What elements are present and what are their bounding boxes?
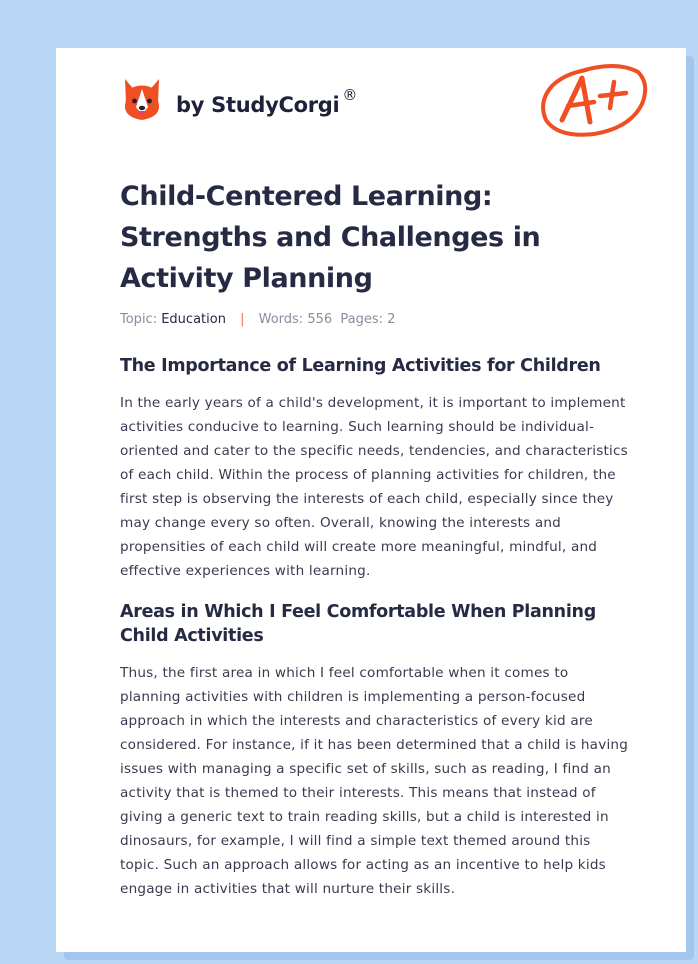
section-paragraph: Thus, the first area in which I feel comfortable when it comes to planning activities with children is implementing a person-focused approach in which the interests and characteristics of every kid are considered. For instance, if it has been determined that a child is having issues with managing a specific set of skills, such as reading, I find an activity that is themed to their interests. This means that instead of giving a generic text to train reading skills, but a child is interested in dinosaurs, for example, I will find a simple text themed around this topic. Such an approach allows for acting as an incentive to help kids engage in activities that will nurture their skills. [120, 665, 629, 897]
page-title: Child-Centered Learning: Strengths and Challenges in Activity Planning [120, 181, 541, 294]
section-heading: Areas in Which I Feel Comfortable When Planning Child Activities [120, 602, 596, 646]
document-page [56, 48, 686, 952]
studycorgi-logo[interactable] [122, 76, 357, 124]
article-meta [120, 312, 395, 327]
topic-link[interactable]: Education [161, 312, 226, 327]
page-count: Pages: 2 [340, 312, 396, 327]
section-paragraph: In the early years of a child's development, it is important to implement activities conducive to learning. Such learning should be individual-oriented and cater to the specific needs, tendencies, and characteristics of each child. Within the process of planning activities for children, the first step is observing the interests of each child, especially since they may change every so often. Overall, knowing the interests and propensities of each child will create more meaningful, mindful, and effective experiences with learning. [120, 395, 628, 579]
a-plus-grade-icon [538, 58, 650, 140]
brand-name [176, 86, 358, 117]
corgi-icon [122, 77, 162, 123]
brand-name-text: by StudyCorgi [176, 93, 340, 117]
meta-separator: | [240, 312, 245, 327]
word-count: Words: 556 [258, 312, 333, 327]
registered-mark: ® [342, 86, 358, 104]
topic-label: Topic: [120, 312, 158, 327]
section-heading: The Importance of Learning Activities for Children [120, 356, 601, 376]
